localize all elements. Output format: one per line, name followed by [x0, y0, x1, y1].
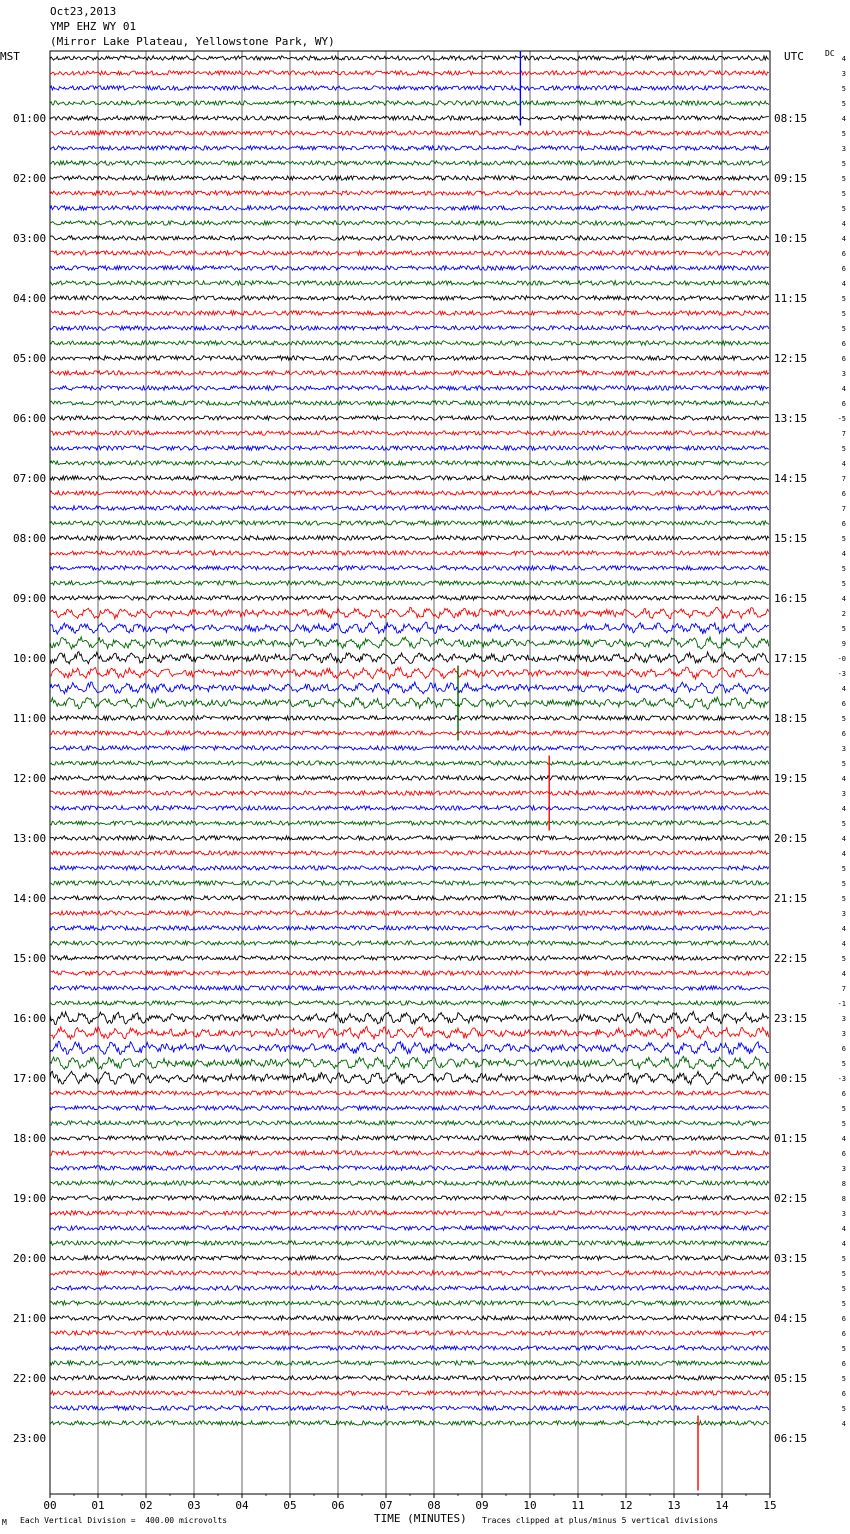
trace-row [50, 596, 769, 600]
trace-row [50, 1181, 769, 1185]
utc-hour-label: 19:15 [774, 772, 808, 785]
mst-hour-label: 13:00 [13, 832, 47, 845]
trace-row [50, 941, 769, 945]
dc-offset-value: 3 [841, 370, 846, 378]
trace-row [50, 836, 769, 840]
x-tick-label: 08 [427, 1499, 441, 1512]
dc-offset-value: 4 [841, 220, 846, 228]
utc-hour-label: 22:15 [774, 952, 808, 965]
x-tick-label: 02 [139, 1499, 153, 1512]
mst-hour-label: 03:00 [13, 232, 47, 245]
trace-row [50, 1136, 769, 1140]
utc-hour-label: 09:15 [774, 172, 808, 185]
trace-row [50, 806, 769, 810]
trace-row [50, 1106, 769, 1110]
trace-row [50, 326, 769, 330]
dc-offset-value: 5 [841, 1255, 846, 1263]
trace-row [50, 896, 769, 900]
dc-offset-value: 5 [841, 625, 846, 633]
dc-offset-value: 7 [841, 505, 846, 513]
mst-hour-label: 19:00 [13, 1192, 47, 1205]
trace-row [50, 506, 769, 510]
dc-offset-value: 4 [841, 685, 846, 693]
trace-row [50, 71, 769, 75]
dc-offset-value: 4 [841, 280, 846, 288]
dc-offset-value: 2 [841, 610, 846, 618]
dc-offset-value: 4 [841, 235, 846, 243]
utc-hour-label: 00:15 [774, 1072, 808, 1085]
trace-row [50, 101, 769, 105]
trace-row [50, 1421, 769, 1425]
dc-offset-value: 6 [841, 1390, 846, 1398]
mst-hour-label: 04:00 [13, 292, 47, 305]
trace-row [50, 851, 769, 855]
trace-row [50, 296, 769, 300]
scale-note: Each Vertical Division = 400.00 microvolts [20, 1516, 228, 1525]
dc-offset-value: 6 [841, 265, 846, 273]
dc-offset-value: 6 [841, 1360, 846, 1368]
dc-offset-value: 3 [841, 745, 846, 753]
dc-offset-value: 4 [841, 55, 846, 63]
trace-row [50, 731, 769, 735]
utc-hour-label: 13:15 [774, 412, 808, 425]
trace-row [50, 1271, 769, 1275]
dc-offset-value: 6 [841, 490, 846, 498]
station-location: (Mirror Lake Plateau, Yellowstone Park, WY) [50, 35, 335, 48]
utc-hour-label: 15:15 [774, 532, 808, 545]
trace-row [50, 637, 769, 649]
trace-row [50, 1071, 769, 1084]
trace-row [50, 461, 769, 465]
trace-row [50, 622, 769, 634]
trace-row [50, 971, 769, 975]
dc-offset-value: 4 [841, 1240, 846, 1248]
trace-row [50, 1011, 769, 1024]
dc-offset-value: 5 [841, 580, 846, 588]
trace-row [50, 161, 769, 165]
trace-row [50, 356, 769, 360]
dc-offset-value: 7 [841, 475, 846, 483]
utc-hour-label: 16:15 [774, 592, 808, 605]
dc-offset-value: 6 [841, 1045, 846, 1053]
dc-offset-value: 6 [841, 355, 846, 363]
x-tick-label: 09 [475, 1499, 489, 1512]
dc-offset-value: 7 [841, 430, 846, 438]
mst-hour-label: 22:00 [13, 1372, 47, 1385]
trace-row [50, 1041, 769, 1054]
trace-row [50, 386, 769, 390]
mst-hour-label: 05:00 [13, 352, 47, 365]
utc-hour-label: 10:15 [774, 232, 808, 245]
x-tick-label: 11 [571, 1499, 585, 1512]
trace-row [50, 446, 769, 450]
utc-hour-label: 14:15 [774, 472, 808, 485]
dc-offset-value: 4 [841, 1135, 846, 1143]
x-tick-label: 10 [523, 1499, 537, 1512]
trace-row [50, 1026, 769, 1039]
trace-row [50, 1226, 769, 1230]
dc-offset-value: 4 [841, 835, 846, 843]
dc-offset-value: 5 [841, 760, 846, 768]
utc-hour-label: 01:15 [774, 1132, 808, 1145]
dc-offset-value: 5 [841, 205, 846, 213]
dc-offset-value: 6 [841, 250, 846, 258]
utc-hour-label: 18:15 [774, 712, 808, 725]
dc-offset-value: 4 [841, 595, 846, 603]
trace-row [50, 911, 769, 915]
trace-row [50, 431, 769, 435]
dc-offset-value: 5 [841, 865, 846, 873]
trace-row [50, 1316, 769, 1320]
dc-offset-value: -3 [837, 670, 846, 678]
utc-hour-label: 11:15 [774, 292, 808, 305]
dc-offset-value: -1 [837, 1000, 846, 1008]
dc-offset-value: 5 [841, 1300, 846, 1308]
dc-offset-value: 8 [841, 1180, 846, 1188]
trace-row [50, 131, 769, 135]
trace-row [50, 1151, 769, 1155]
trace-row [50, 986, 769, 990]
trace-row [50, 116, 769, 120]
dc-offset-value: 4 [841, 460, 846, 468]
trace-row [50, 146, 769, 150]
trace-row [50, 776, 769, 780]
trace-row [50, 191, 769, 195]
x-axis-title: TIME (MINUTES) [374, 1512, 467, 1525]
dc-offset-value: 5 [841, 1405, 846, 1413]
dc-offset-value: 4 [841, 940, 846, 948]
dc-offset-value: -3 [837, 1075, 846, 1083]
trace-row [50, 821, 769, 825]
dc-offset-value: 5 [841, 190, 846, 198]
dc-offset-value: 5 [841, 895, 846, 903]
trace-row [50, 881, 769, 885]
x-tick-label: 13 [667, 1499, 681, 1512]
dc-offset-value: 3 [841, 1030, 846, 1038]
trace-row [50, 221, 769, 225]
trace-row [50, 791, 769, 795]
trace-row [50, 341, 769, 345]
x-tick-label: 06 [331, 1499, 345, 1512]
dc-offset-value: 6 [841, 700, 846, 708]
dc-offset-value: 4 [841, 115, 846, 123]
trace-row [50, 281, 769, 285]
utc-hour-label: 03:15 [774, 1252, 808, 1265]
dc-offset-value: 6 [841, 1330, 846, 1338]
trace-row [50, 716, 769, 720]
mst-hour-label: 12:00 [13, 772, 47, 785]
dc-offset-value: 4 [841, 1225, 846, 1233]
x-tick-label: 14 [715, 1499, 729, 1512]
mst-hour-label: 10:00 [13, 652, 47, 665]
trace-row [50, 1361, 769, 1365]
dc-offset-value: 5 [841, 1270, 846, 1278]
dc-offset-value: -0 [837, 655, 846, 663]
trace-row [50, 1391, 769, 1395]
corner-mark: M [2, 1518, 7, 1527]
utc-hour-label: 20:15 [774, 832, 808, 845]
x-tick-label: 12 [619, 1499, 633, 1512]
dc-offset-value: 3 [841, 1015, 846, 1023]
dc-offset-value: 7 [841, 985, 846, 993]
dc-offset-value: 5 [841, 1120, 846, 1128]
trace-row [50, 536, 769, 540]
dc-offset-value: 5 [841, 1060, 846, 1068]
dc-offset-value: 3 [841, 145, 846, 153]
dc-offset-value: 5 [841, 1105, 846, 1113]
mst-hour-label: 07:00 [13, 472, 47, 485]
dc-offset-value: 4 [841, 385, 846, 393]
dc-offset-value: 5 [841, 1375, 846, 1383]
dc-offset-value: 4 [841, 850, 846, 858]
dc-offset-value: 5 [841, 85, 846, 93]
trace-row [50, 1406, 769, 1410]
utc-hour-label: 21:15 [774, 892, 808, 905]
x-tick-label: 00 [43, 1499, 57, 1512]
x-tick-label: 07 [379, 1499, 393, 1512]
dc-offset-value: 4 [841, 550, 846, 558]
mst-hour-label: 15:00 [13, 952, 47, 965]
dc-offset-value: 3 [841, 1165, 846, 1173]
dc-offset-value: 6 [841, 1315, 846, 1323]
trace-row [50, 682, 769, 694]
trace-row [50, 206, 769, 210]
trace-row [50, 697, 769, 709]
mst-hour-label: 18:00 [13, 1132, 47, 1145]
dc-offset-value: 3 [841, 1210, 846, 1218]
trace-row [50, 1091, 769, 1095]
trace-row [50, 746, 769, 750]
dc-offset-value: 6 [841, 1090, 846, 1098]
x-tick-label: 15 [763, 1499, 777, 1512]
dc-offset-value: 3 [841, 910, 846, 918]
trace-row [50, 761, 769, 765]
trace-row [50, 266, 769, 270]
dc-offset-value: 5 [841, 715, 846, 723]
trace-row [50, 1056, 769, 1069]
dc-offset-value: 5 [841, 880, 846, 888]
dc-offset-value: 3 [841, 790, 846, 798]
x-tick-label: 01 [91, 1499, 105, 1512]
dc-offset-value: 6 [841, 730, 846, 738]
utc-hour-label: 23:15 [774, 1012, 808, 1025]
dc-offset-value: 5 [841, 175, 846, 183]
mst-hour-label: 23:00 [13, 1432, 47, 1445]
record-date: Oct23,2013 [50, 5, 117, 18]
trace-row [50, 1301, 769, 1305]
dc-offset-value: -5 [837, 415, 846, 423]
mst-hour-label: 08:00 [13, 532, 47, 545]
trace-row [50, 311, 769, 315]
utc-hour-label: 05:15 [774, 1372, 808, 1385]
utc-hour-label: 17:15 [774, 652, 808, 665]
trace-row [50, 1256, 769, 1260]
x-tick-label: 04 [235, 1499, 249, 1512]
dc-offset-value: 8 [841, 1195, 846, 1203]
dc-offset-value: 4 [841, 1420, 846, 1428]
mst-hour-label: 01:00 [13, 112, 47, 125]
trace-row [50, 926, 769, 930]
mst-hour-label: 09:00 [13, 592, 47, 605]
trace-row [50, 1196, 769, 1200]
dc-offset-value: 6 [841, 400, 846, 408]
utc-hour-label: 08:15 [774, 112, 808, 125]
dc-offset-value: 5 [841, 955, 846, 963]
dc-offset-value: 4 [841, 925, 846, 933]
mst-hour-label: 14:00 [13, 892, 47, 905]
trace-row [50, 652, 769, 664]
trace-row [50, 566, 769, 570]
trace-row [50, 56, 769, 60]
utc-hour-label: 12:15 [774, 352, 808, 365]
dc-offset-value: 5 [841, 310, 846, 318]
mst-hour-label: 06:00 [13, 412, 47, 425]
trace-row [50, 1376, 769, 1380]
trace-row [50, 667, 769, 679]
dc-offset-value: 5 [841, 535, 846, 543]
trace-row [50, 1001, 769, 1005]
dc-offset-value: 5 [841, 820, 846, 828]
trace-row [50, 1346, 769, 1350]
dc-offset-value: 5 [841, 325, 846, 333]
trace-row [50, 251, 769, 255]
trace-row [50, 1211, 769, 1215]
dc-offset-value: 6 [841, 520, 846, 528]
trace-row [50, 581, 769, 585]
trace-row [50, 491, 769, 495]
trace-row [50, 401, 769, 405]
trace-row [50, 1286, 769, 1290]
x-tick-label: 03 [187, 1499, 201, 1512]
utc-hour-label: 06:15 [774, 1432, 808, 1445]
trace-row [50, 1331, 769, 1335]
mst-hour-label: 21:00 [13, 1312, 47, 1325]
mst-hour-label: 16:00 [13, 1012, 47, 1025]
dc-label: DC [825, 49, 835, 58]
utc-hour-label: 02:15 [774, 1192, 808, 1205]
trace-row [50, 956, 769, 960]
station-id: YMP EHZ WY 01 [50, 20, 137, 33]
dc-offset-value: 4 [841, 775, 846, 783]
clip-note: Traces clipped at plus/minus 5 vertical divisions [482, 1516, 719, 1525]
dc-offset-value: 5 [841, 1345, 846, 1353]
trace-row [50, 476, 769, 480]
trace-row [50, 416, 769, 420]
trace-row [50, 1241, 769, 1245]
mst-hour-label: 02:00 [13, 172, 47, 185]
utc-hour-label: 04:15 [774, 1312, 808, 1325]
trace-row [50, 521, 769, 525]
dc-offset-value: 3 [841, 70, 846, 78]
dc-offset-value: 4 [841, 970, 846, 978]
trace-row [50, 86, 769, 90]
mst-hour-label: 20:00 [13, 1252, 47, 1265]
dc-offset-value: 5 [841, 160, 846, 168]
mst-hour-label: 11:00 [13, 712, 47, 725]
dc-offset-value: 6 [841, 340, 846, 348]
dc-offset-value: 6 [841, 1150, 846, 1158]
trace-row [50, 1121, 769, 1125]
dc-offset-value: 5 [841, 565, 846, 573]
trace-row [50, 176, 769, 180]
trace-row [50, 1166, 769, 1170]
dc-offset-value: 5 [841, 445, 846, 453]
mst-label: MST [0, 50, 20, 63]
dc-offset-value: 5 [841, 130, 846, 138]
trace-row [50, 371, 769, 375]
trace-row [50, 866, 769, 870]
utc-label: UTC [784, 50, 804, 63]
trace-row [50, 551, 769, 555]
dc-offset-value: 5 [841, 295, 846, 303]
x-tick-label: 05 [283, 1499, 297, 1512]
trace-row [50, 236, 769, 240]
dc-offset-value: 5 [841, 1285, 846, 1293]
dc-offset-value: 4 [841, 805, 846, 813]
dc-offset-value: 5 [841, 100, 846, 108]
trace-row [50, 607, 769, 619]
mst-hour-label: 17:00 [13, 1072, 47, 1085]
dc-offset-value: 9 [841, 640, 846, 648]
